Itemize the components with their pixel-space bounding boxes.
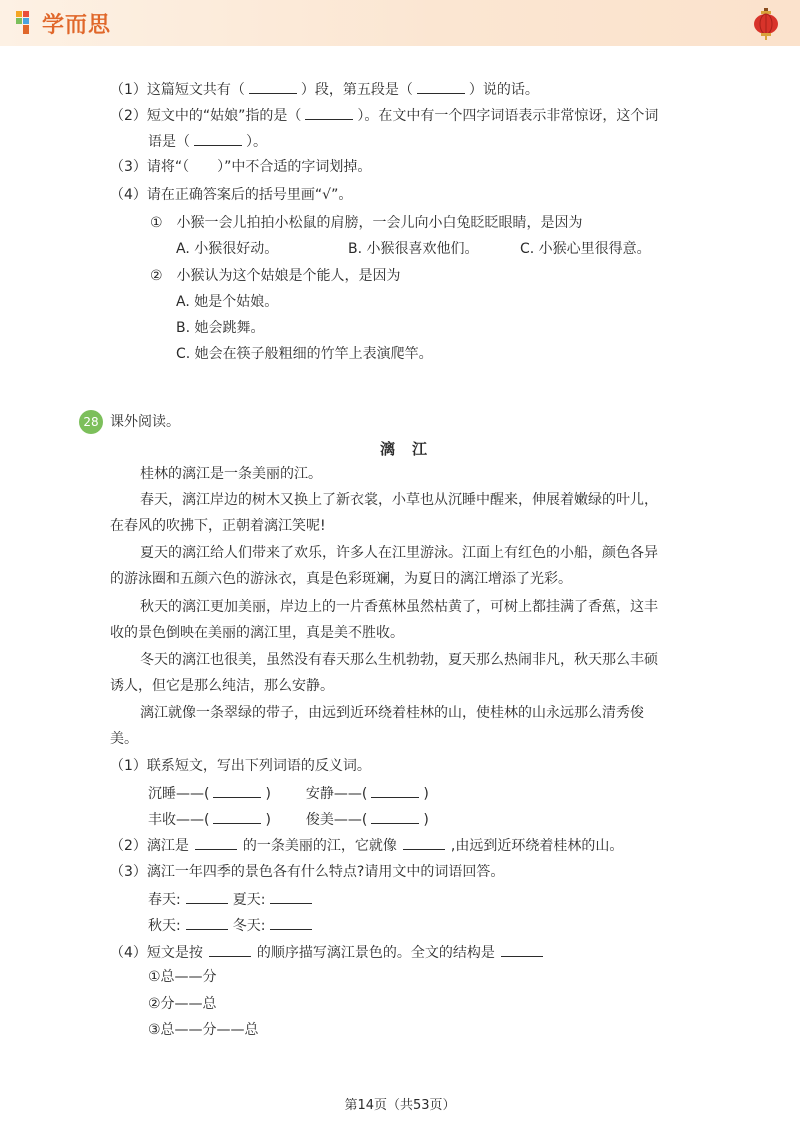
reading-question-4: （4）短文是按 的顺序描写漓江景色的。全文的结构是 xyxy=(110,941,549,963)
season-row-1: 春天: 夏天: xyxy=(148,888,317,910)
antonym-row-2: 丰收——( ) 俊美——( ) xyxy=(148,808,429,830)
reading-question-1: （1）联系短文，写出下列词语的反义词。 xyxy=(110,758,371,774)
passage-paragraph: 秋天的漓江更加美丽，岸边上的一片香蕉林虽然枯黄了，可树上都挂满了香蕉，这丰 xyxy=(140,599,658,615)
answer-blank[interactable] xyxy=(213,782,261,798)
lantern-icon xyxy=(752,8,780,40)
option-a[interactable]: A. 她是个姑娘。 xyxy=(176,294,279,310)
passage-paragraph-cont: 美。 xyxy=(110,731,138,747)
page-number: 第14页（共53页） xyxy=(344,1098,456,1113)
question-3-line: （3）请将“（ ）”中不合适的字词划掉。 xyxy=(110,159,372,175)
answer-blank[interactable] xyxy=(371,808,419,824)
answer-blank[interactable] xyxy=(417,78,465,94)
structure-option-3[interactable]: ③总——分——总 xyxy=(148,1022,259,1038)
section-heading: 课外阅读。 xyxy=(110,414,180,430)
passage-paragraph-cont: 收的景色倒映在美丽的漓江里，真是美不胜收。 xyxy=(110,625,404,641)
brand-logo xyxy=(14,9,111,37)
option-c[interactable]: C. 她会在筷子般粗细的竹竿上表演爬竿。 xyxy=(176,346,433,362)
answer-blank[interactable] xyxy=(186,914,228,930)
answer-blank[interactable] xyxy=(270,914,312,930)
answer-blank[interactable] xyxy=(195,834,237,850)
structure-option-1[interactable]: ①总——分 xyxy=(148,969,217,985)
answer-blank[interactable] xyxy=(305,104,353,120)
answer-blank[interactable] xyxy=(371,782,419,798)
option-a[interactable]: A. 小猴很好动。 xyxy=(176,241,279,257)
header-band xyxy=(0,0,800,46)
answer-blank[interactable] xyxy=(501,941,543,957)
passage-paragraph-cont: 的游泳圈和五颜六色的游泳衣，真是色彩斑斓，为夏日的漓江增添了光彩。 xyxy=(110,571,572,587)
question-4-sub-1: ① 小猴一会儿拍拍小松鼠的肩膀，一会儿向小白兔眨眨眼睛，是因为 xyxy=(150,215,583,231)
passage-paragraph: 桂林的漓江是一条美丽的江。 xyxy=(140,466,322,482)
passage-paragraph: 冬天的漓江也很美，虽然没有春天那么生机勃勃，夏天那么热闹非凡，秋天那么丰硕 xyxy=(140,652,658,668)
antonym-row-1: 沉睡——( ) 安静——( ) xyxy=(148,782,429,804)
question-number-badge: 28 xyxy=(79,410,103,434)
passage-paragraph: 夏天的漓江给人们带来了欢乐，许多人在江里游泳。江面上有红色的小船，颜色各异 xyxy=(140,545,658,561)
reading-question-2: （2）漓江是 的一条美丽的江，它就像 ,由远到近环绕着桂林的山。 xyxy=(110,834,623,856)
answer-blank[interactable] xyxy=(270,888,312,904)
passage-paragraph: 春天，漓江岸边的树木又换上了新衣裳，小草也从沉睡中醒来，伸展着嫩绿的叶儿， xyxy=(140,492,658,508)
option-b[interactable]: B. 她会跳舞。 xyxy=(176,320,265,336)
passage-paragraph-cont: 在春风的吹拂下，正朝着漓江笑呢! xyxy=(110,518,326,534)
option-b[interactable]: B. 小猴很喜欢他们。 xyxy=(348,241,479,257)
structure-option-2[interactable]: ②分——总 xyxy=(148,996,217,1012)
question-4-sub-2: ② 小猴认为这个姑娘是个能人，是因为 xyxy=(150,268,401,284)
question-2-line-cont: 语是（ ）。 xyxy=(148,130,267,152)
answer-blank[interactable] xyxy=(213,808,261,824)
passage-paragraph-cont: 诱人，但它是那么纯洁，那么安静。 xyxy=(110,678,334,694)
brand-name: 学而思 xyxy=(42,12,112,38)
answer-blank[interactable] xyxy=(194,130,242,146)
reading-question-3: （3）漓江一年四季的景色各有什么特点?请用文中的词语回答。 xyxy=(110,864,505,880)
question-1-line: （1）这篇短文共有（ ）段，第五段是（ ）说的话。 xyxy=(110,78,539,100)
answer-blank[interactable] xyxy=(209,941,251,957)
answer-blank[interactable] xyxy=(186,888,228,904)
passage-title: 漓 江 xyxy=(380,440,429,458)
brand-logo-icon xyxy=(14,9,38,37)
answer-blank[interactable] xyxy=(249,78,297,94)
question-2-line: （2）短文中的“姑娘”指的是（ ）。在文中有一个四字词语表示非常惊讶，这个词 xyxy=(110,104,658,126)
passage-paragraph: 漓江就像一条翠绿的带子，由远到近环绕着桂林的山，使桂林的山永远那么清秀俊 xyxy=(140,705,644,721)
season-row-2: 秋天: 冬天: xyxy=(148,914,317,936)
answer-blank[interactable] xyxy=(403,834,445,850)
question-4-line: （4）请在正确答案后的括号里画“√”。 xyxy=(110,187,353,203)
option-c[interactable]: C. 小猴心里很得意。 xyxy=(520,241,651,257)
